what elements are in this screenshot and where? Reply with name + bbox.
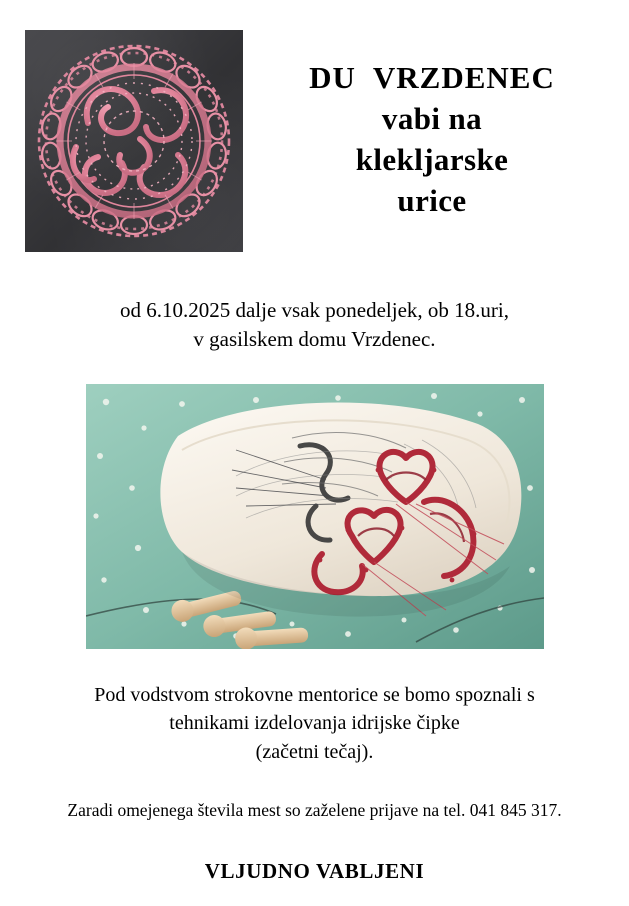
doily-graphic	[31, 38, 237, 244]
title-line-2: vabi na	[381, 100, 483, 136]
lace-photo-container	[0, 384, 629, 649]
description-line-2: tehnikami izdelovanja idrijske čipke	[169, 712, 460, 735]
title-line-1: DU VRZDENEC	[309, 60, 555, 95]
poster-title	[243, 30, 629, 222]
closing-invitation: VLJUDNO VABLJENI	[204, 858, 425, 883]
registration-note: Zaradi omejenega števila mest so zaželene prijave na tel. 041 845 317.	[67, 800, 562, 821]
bobbin-lace-in-progress-photo	[86, 384, 544, 649]
title-line-3: klekljarske	[355, 141, 509, 177]
title-line-4: urice	[397, 182, 467, 218]
event-schedule-text	[0, 296, 629, 354]
pink-lace-doily-photo	[25, 30, 243, 252]
poster-header	[0, 0, 629, 252]
lace-photo-graphic	[86, 384, 544, 649]
schedule-line-2: v gasilskem domu Vrzdenec.	[193, 326, 436, 351]
course-description-text	[0, 681, 629, 766]
description-line-3: (začetni tečaj).	[255, 740, 374, 763]
description-line-1: Pod vodstvom strokovne mentorice se bomo spoznali s	[94, 683, 535, 706]
schedule-line-1: od 6.10.2025 dalje vsak ponedeljek, ob 18.uri,	[119, 298, 509, 322]
